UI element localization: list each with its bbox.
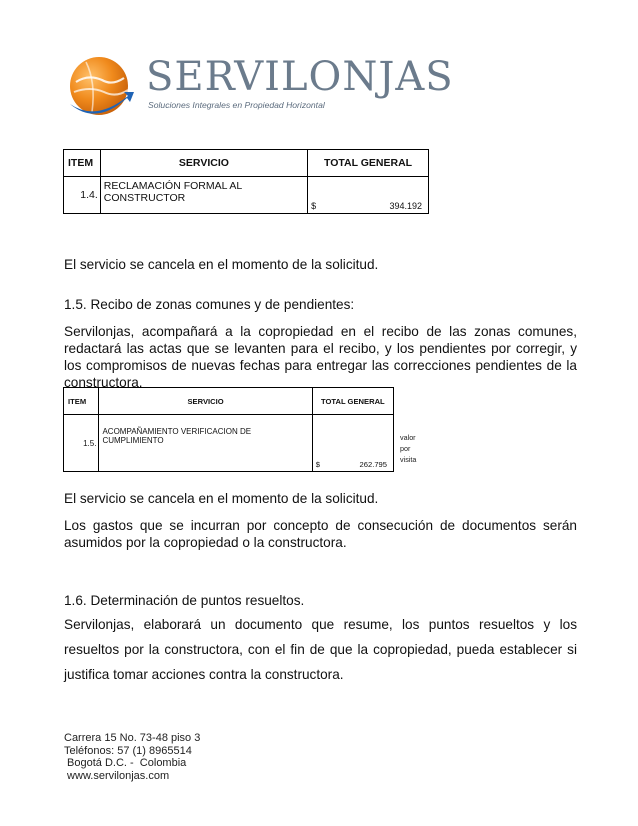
table-row: [64, 415, 394, 472]
row-servicio: ACOMPAÑAMIENTO VERIFICACION DE CUMPLIMIENTO: [99, 415, 312, 472]
price-unit-note: valor por visita: [400, 433, 417, 464]
section-1-5-text: Servilonjas, acompañará a la copropiedad en el recibo de las zonas comunes, redactará las actas que se levanten para el recibo, y los pendientes por corregir, y los compromisos de nuevas fechas para entregar las correcciones pendientes de la constructora.: [64, 324, 577, 390]
currency-symbol: $: [311, 201, 317, 211]
company-logo: [66, 52, 454, 130]
footer-address: Carrera 15 No. 73-48 piso 3: [64, 732, 201, 744]
table-row: [64, 177, 429, 214]
section-1-6-title: 1.6. Determinación de puntos resueltos.: [64, 593, 305, 608]
row-item: 1.5.: [64, 415, 99, 472]
header-total: TOTAL GENERAL: [312, 388, 393, 415]
row-item: 1.4.: [64, 177, 101, 214]
section-1-6-text: Servilonjas, elaborará un documento que resume, los puntos resueltos y los resueltos por la constructora, con el fin de que la copropiedad, pueda establecer si justifica tomar acciones contra la constructora.: [64, 617, 577, 682]
brand-name: SERVILONJAS: [146, 54, 454, 100]
row-servicio: RECLAMACIÓN FORMAL AL CONSTRUCTOR: [100, 177, 307, 214]
brand-tagline: Soluciones Integrales en Propiedad Horizontal: [148, 100, 325, 110]
payment-note-2: El servicio se cancela en el momento de la solicitud.: [64, 491, 379, 506]
section-1-5-title: 1.5. Recibo de zonas comunes y de pendientes:: [64, 297, 355, 312]
service-table-1: [63, 149, 429, 214]
table-header-row: [64, 150, 429, 177]
footer-phone: Teléfonos: 57 (1) 8965514: [64, 744, 192, 757]
footer-city: Bogotá D.C. - Colombia: [64, 757, 187, 770]
total-value: 262.795: [359, 460, 387, 469]
total-value: 394.192: [389, 201, 422, 211]
header-servicio: SERVICIO: [99, 388, 312, 415]
row-total-cell: [312, 415, 393, 472]
header-item: ITEM: [64, 150, 101, 177]
footer-contact: [64, 732, 200, 782]
globe-icon: [66, 52, 136, 122]
row-total-cell: [308, 177, 429, 214]
currency-symbol: $: [315, 460, 320, 469]
expenses-note: Los gastos que se incurran por concepto de consecución de documentos serán asumidos por la copropiedad o la constructora.: [64, 518, 577, 550]
header-total: TOTAL GENERAL: [308, 150, 429, 177]
header-servicio: SERVICIO: [100, 150, 307, 177]
header-item: ITEM: [64, 388, 99, 415]
payment-note-1: El servicio se cancela en el momento de la solicitud.: [64, 257, 379, 272]
service-table-2: [63, 387, 394, 472]
table-header-row: [64, 388, 394, 415]
footer-website[interactable]: www.servilonjas.com: [64, 769, 170, 782]
